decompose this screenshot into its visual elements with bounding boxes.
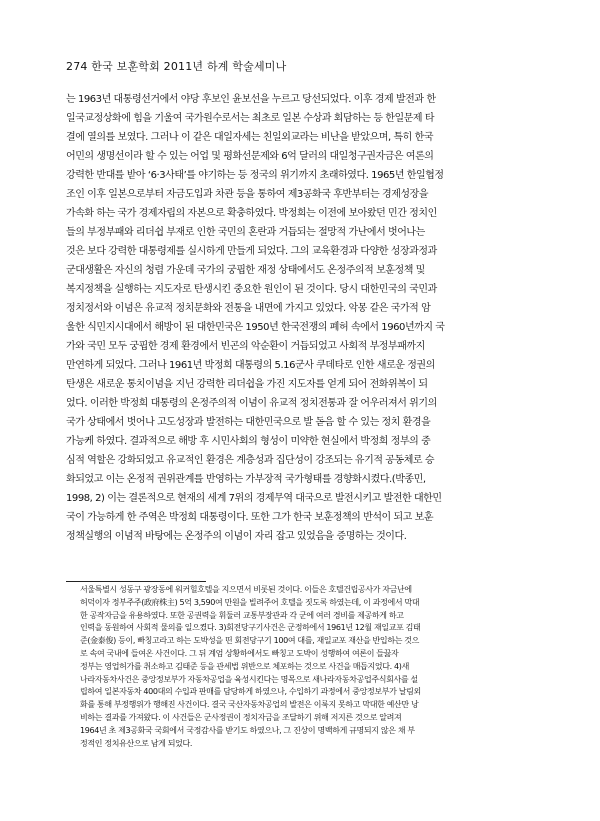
footnote-line: 화를 통해 부정행위가 행해진 사건이다. 결국 국산자동차공업의 발전은 이룩지 못하고 막대한 예산만 낭 — [80, 700, 419, 710]
footnote-divider — [66, 581, 206, 582]
footnote-line: 한 공작자금을 유용하였다. 또한 공권력을 휘둘러 교통부장관과 각 군에 여러 경비를 제공하게 하고 — [80, 610, 404, 620]
body-text-line: 것은 보다 강력한 대통령제를 실시하게 만들게 되었다. 그의 교육환경과 다양한 성장과정과 — [66, 246, 437, 257]
body-text-line: 어민의 생명선이라 할 수 있는 어업 및 평화선문제와 6억 달러의 대일청구권자금은 여론의 — [66, 151, 434, 162]
body-text-line: 가속화 하는 국가 경제자립의 자본으로 확충하였다. 박정희는 이전에 보아왔던 민간 정치인 — [66, 208, 437, 219]
body-text-line: 복지정책을 실행하는 지도자로 탄생시킨 중요한 원인이 된 것이다. 당시 대한민국의 국민과 — [66, 284, 437, 295]
body-text-line: 만연하게 되었다. 그러나 1961년 박정희 대통령의 5.16군사 쿠데타로 인한 새로운 정권의 — [66, 360, 435, 371]
body-text-line: 가능케 하였다. 결과적으로 해방 후 시민사회의 형성이 미약한 현실에서 박정희 정부의 중 — [66, 436, 431, 447]
footnote-line: 1964년 초 제3공화국 국회에서 국정감사를 받기도 하였으나, 그 진상이 명백하게 규명되지 않은 채 부 — [80, 725, 415, 735]
footnote-line: 허덕이자 정부주주(政府株主) 5억 3,590여 만원을 빌려주어 호텔을 짓도록 하였는데, 이 과정에서 막대 — [80, 597, 420, 607]
body-text-line: 국가 상태에서 벗어나 고도성장과 발전하는 대한민국으로 발 돋음 할 수 있는 정치 환경을 — [66, 417, 431, 428]
body-text-line: 조인 이후 일본으로부터 자금도입과 차관 등을 통하여 제3공화국 후반부터는 경제성장을 — [66, 189, 429, 200]
body-text-line: 화되었고 이는 온정적 권위관계를 반영하는 가부장적 국가형태를 경향화시켰다.(박종민, — [66, 474, 426, 485]
body-text-line: 1998, 2) 이는 결론적으로 현재의 세계 7위의 경제무역 대국으로 발전시키고 발전한 대한민 — [66, 493, 442, 504]
body-text-line: 정치정서와 이념은 유교적 정치문화와 전통을 내면에 가지고 있었다. 악몽 같은 국가적 암 — [66, 303, 431, 314]
body-text-line: 들의 부정부패와 리더쉽 부재로 인한 국민의 혼란과 거듭되는 절망적 가난에서 벗어나는 — [66, 227, 425, 238]
body-text-line: 군대생활은 자신의 청렴 가운데 국가의 궁핍한 재정 상태에서도 온정주의적 보훈정책 및 — [66, 265, 425, 276]
body-text-line: 었다. 이러한 박정희 대통령의 온정주의적 이념이 유교적 정치전통과 잘 어우러져서 위기의 — [66, 398, 437, 409]
footnote-line: 비하는 결과를 가져왔다. 이 사건들은 군사정권이 정치자금을 조달하기 위해 저지른 것으로 알려져 — [80, 712, 402, 722]
footnote-line: 로 속여 국내에 들여온 사건이다. 그 뒤 계엄 상황하에서도 빠칭고 도박이 성행하여 여론이 들끓자 — [80, 648, 399, 658]
body-text-line: 심적 역할은 강화되었고 유교적인 환경은 계층성과 집단성이 강조되는 유기적 공동체로 승 — [66, 455, 435, 466]
footnote-line: 준(金泰俊) 등이, 빠칭고라고 하는 도박성을 띤 회전당구기 100여 대를, 재일교포 재산을 반입하는 것으 — [80, 636, 420, 646]
body-text-line: 가와 국민 모두 궁핍한 경제 환경에서 빈곤의 악순환이 거듭되었고 사회적 부정부패까지 — [66, 341, 425, 352]
footnote-line: 정부는 영업허가를 취소하고 김태준 등을 관세법 위반으로 체포하는 것으로 사건을 매듭지었다. 4)새 — [80, 661, 409, 671]
body-text-line: 울한 식민지시대에서 해방이 된 대한민국은 1950년 한국전쟁의 폐허 속에서 1960년까지 국 — [66, 322, 445, 333]
footnote-line: 정적인 정치유산으로 남게 되었다. — [80, 738, 193, 748]
body-text-line: 국이 가능하게 한 주역은 박정희 대통령이다. 또한 그가 한국 보훈정책의 반석이 되고 보훈 — [66, 512, 434, 523]
footnote-line: 인력을 동원하여 사회적 물의를 일으켰다. 3)회전당구기사건은 군정하에서 1961년 12월 재일교포 김태 — [80, 623, 421, 633]
body-text-line: 강력한 반대를 받아 ‘6·3사태’를 야기하는 등 정국의 위기까지 초래하였다. 1965년 한일협정 — [66, 170, 444, 181]
body-text-line: 일국교정상화에 힘을 기울여 국가원수로서는 최초로 일본 수상과 회담하는 등 한일문제 타 — [66, 113, 435, 124]
footnote-line: 나라자동차사건은 중앙정보부가 자동차공업을 육성시킨다는 명목으로 새나라자동차공업주식회사를 설 — [80, 674, 418, 684]
footnote-line: 립하여 일본자동차 400대의 수입과 판매를 담당하게 하였으나, 수입하기 과정에서 중앙정보부가 날림외 — [80, 687, 421, 697]
running-head: 274 한국 보훈학회 2011년 하계 학술세미나 — [66, 60, 287, 73]
body-text-line: 탄생은 새로운 통치이념을 지닌 강력한 리더쉽을 가진 지도자를 얻게 되어 전화위복이 되 — [66, 379, 428, 390]
footnote-line: 서울특별시 성동구 광장동에 워커힐호텔을 지으면서 비롯된 것이다. 이들은 호텔건립공사가 자금난에 — [80, 585, 412, 594]
body-text-line: 정책실행의 이념적 바탕에는 온정주의 이념이 자리 잡고 있었음을 증명하는 것이다. — [66, 531, 407, 542]
footnotes — [80, 584, 540, 750]
body-text-line: 는 1963년 대통령선거에서 야당 후보인 윤보선을 누르고 당선되었다. 이후 경제 발전과 한 — [66, 94, 436, 105]
body-text-line: 결에 열의를 보였다. 그러나 이 같은 대일자세는 친일외교라는 비난을 받았으며, 특히 한국 — [66, 132, 434, 143]
main-text — [66, 90, 536, 546]
